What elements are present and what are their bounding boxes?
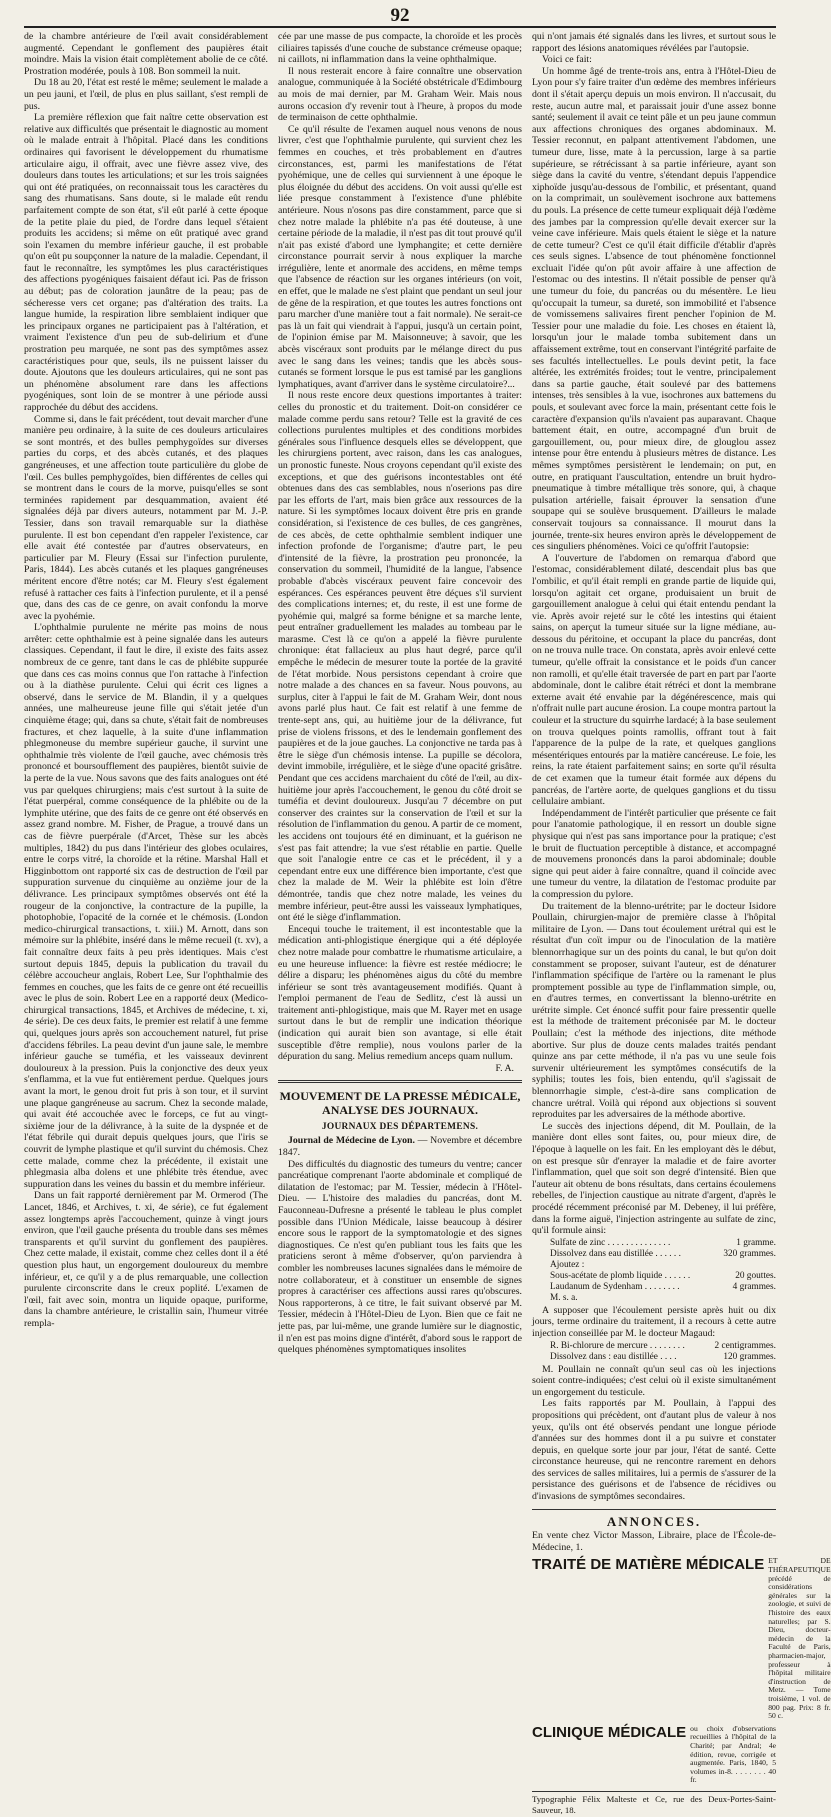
paragraph: Il nous reste encore deux questions importantes à traiter: celles du pronostic et du traitement. Doit-on considérer ce malade comme perdu sans retour? Telle est la gravité de ces collections purulentes multiples et des conditions morbides générales sous l'influence desquels elles se développent, que les chirurgiens portent, avec raison, dans les cas analogues, un pronostic funeste. Nous croyons cependant qu'il existe des exceptions, et que des guérisons incontestables ont été obtenues dans des cas semblables, nous n'oserions pas dire par les efforts de l'art, mais bien grâce aux ressources de la nature. Si les symptômes locaux doivent être pris en grande considération, si l'existence de ces bulles, de ces gangrènes, de ces abcès, de cette ophthalmie semblent indiquer une infection profonde de l'organisme; d'autre part, le peu d'intensité de la fièvre, la prostration peu prononcée, la conservation du sommeil, l'humidité de la langue, l'absence probable d'abcès viscéraux peuvent faire concevoir des espérances. Ces espérances peuvent être déçues s'il survient des complications internes; et, du reste, il est une forme de pyohémie qui, malgré sa forme bénigne et sa marche lente, peut entraîner graduellement les malades au tombeau par le marasme. C'est là ce qu'on a appelé la fièvre purulente chronique: état fallacieux au plus haut degré, parce qu'il empêche le médecin de mesurer toute la portée de la gravité de l'état morbide. Nous persistons cependant à croire que notre malade a des chances en sa faveur. Nous pouvons, au surplus, citer à l'appui le fait de M. Graham Weir, dont nous avons parlé plus haut. Ce fait est relatif à une femme de trente-sept ans, qui, au huitième jour de la délivrance, fut prise de violens frissons, et des le lendemain gonflement des paupières et de la joue gauches. La conjonctive ne tarda pas à être le siège d'un chémosis intense. La pupille se décolora, devint immobile, irrégulière, et le siège d'une opacité grisâtre. Pendant que ces accidens marchaient du côté de l'œil, au dix-huitième jour après l'accouchement, le genou du côté droit se tuméfia et devint douloureux. Jusqu'au 7 décembre on put conserver des craintes sur la conservation de l'œil et sur la résolution de l'inflammation du genou. A partir de ce moment, les accidens ont toujours été en diminuant, et la guérison ne s'est pas fait attendre; la vue s'est rétablie en partie. Quelle que soit l'analogie entre ce cas et le précédent, il y a cependant entre eux une différence bien importante, c'est que chez la malade de M. Weir la phlébite est loin d'être démontrée, tandis que chez notre malade, les veines du membre inférieur, peut-être aussi les vaisseaux lymphatiques, ont été le siège d'inflammation. (278, 390, 522, 924)
paragraph: A l'ouverture de l'abdomen on remarqua d'abord que l'estomac, considérablement dilaté, descendait plus bas que l'ombilic, et qu'il était rempli en grande partie de liquide qui, lorsqu'on agitait cet organe, produisaient un bruit de gargouillement analogue à celui qui était entendu pendant la vie. Après avoir rejeté sur le côté les intestins qui étaient sains, on aperçut la tumeur située sur la ligne médiane, au-dessous du péritoine, et occupant la place du pancréas, dont on ne trouva nulle trace. On constata, après avoir enlevé cette tumeur, qu'elle offrait la consistance et le poids d'un cancer non ramolli, et qu'elle était traversée de part en part par l'aorte abdominale, dont le calibre était rétréci et dont la membrane externe avait été envahie par la dégénérescence, mais qui n'offrait nulle part aucune érosion. La coupe montra partout la couleur et la structure du squirrhe lardacé; à la base seulement on trouva quelques points ramollis, offrant tout à fait l'apparence de la pulpe de la rate, et quelques ganglions mésentériques entourés par la matière cancéreuse. Le foie, les reins, la rate étaient parfaitement sains; en sorte qu'il résulta de cet examen que la tumeur était formée aux dépens du pancréas, de l'artère aorte, de quelques ganglions et du tissu cellulaire ambiant. (532, 552, 776, 808)
paragraph: Comme si, dans le fait précédent, tout devait marcher d'une manière peu ordinaire, à la suite de ces douleurs articulaires se sont montrés, et des bulles pemphygoïdes sur diverses parties du corps, et des abcès cutanés, et des plaques gangréneuses, et une affection toute particulière du globe de l'œil. Ces bulles pemphygoïdes, bien différentes de celles qui se montrent dans le cours de la morve, puisqu'elles se sont terminées rapidement par desquammation, avaient été signalées déjà par divers auteurs, notamment par M. J.-P. Tessier, dans son travail remarquable sur la diathèse purulente. Il est bon cependant d'en rappeler l'existence, car elle avait été contestée par d'autres observateurs, en particulier par M. Fleury (Essai sur l'infection purulente, Paris, 1844). Les abcès cutanés et les plaques gangréneuses méritent encore d'être notés; car M. Fleury s'est également refusé à rattacher ces faits à l'infection purulente, et il a pensé que, dans des cas de ce genre, on avait confondu la morve avec la pyohémie. (24, 413, 268, 622)
leader-dots: . . . . . . (662, 1270, 691, 1281)
leader-dots: . . . . . . (653, 1248, 681, 1259)
publisher-line: En vente chez Victor Masson, Libraire, place de l'École-de-Médecine, 1. (532, 1530, 776, 1553)
journal-date: — Novembre et décembre 1847. (278, 1135, 522, 1159)
paragraph: Du traitement de la blenno-urétrite; par le docteur Isidore Poullain, chirurgien-major de première classe à l'hôpital militaire de Lyon. — Dans tout écoulement urétral qui est le résultat d'un coït impur ou de l'inoculation de la matière blennorrhagique sur un des points du canal, le but qu'on doit constamment se proposer, suivant l'auteur, est de dénaturer l'inflammation spécifique de l'artère ou la ramenant le plus promptement possible au type de l'inflammation simple, ou, en d'autres termes, en convertissant la blenno-urétrite en urétrite simple. Cet énoncé suffit pour faire pressentir quelle est la méthode de traitement préconisée par M. le docteur Poullain; c'est la méthode des injections, dite méthode abortive. Sur plus de douze cents malades traités pendant quinze ans par cette méthode, il n'a pas vu une seule fois survenir ultérieurement les symptômes consécutifs de la syphilis; toutes les fois, bien entendu, qu'il s'agissait de blennorrhagie simple, c'est-à-dire sans complication de chancre urétral. Voilà qui répond aux objections si souvent reproduites par les adversaires de la méthode abortive. (532, 900, 776, 1121)
paragraph: L'ophthalmie purulente ne mérite pas moins de nous arrêter: cette ophthalmie est à peine signalée dans les auteurs classiques. Cependant, il faut le dire, il existe des faits assez nombreux de ce genre, tant dans le cas de phlébite suppurée que dans ces cas moins connus que l'on rattache à l'infection ou à la diathèse purulente. Celui qui écrit ces lignes a observé, dans le service de M. Blandin, il y a quelques années, une malheureuse jeune fille qui s'était jetée d'un cinquième étage; qui, dans sa chute, s'était fait de nombreuses fractures, et chez laquelle, à la suite d'une inflammation phlegmoneuse du membre supérieur gauche, il survint une ophthalmie très violente de l'œil gauche, avec chémosis très prononcé et boursoufflement des paupières, bientôt suivie de la perte de la vue. Nous savons que des faits analogues ont été vus par quelques chirurgiens; mais c'est surtout à la suite de l'état puerpéral, comme conséquence de la phlébite ou de la lymphite utérine, que des faits de ce genre ont été observés en assez grand nombre. M. Fisher, de Prague, a trouvé dans un cas de fièvre puerpérale (d'Arcet, Thèse sur les abcès multiples, 1842) du pus dans l'intérieur des globes oculaires, entre le corps vitré, la choroïde et la rétine. Marshal Hall et Higginbottom ont rapporté six cas de destruction de l'œil par suppuration survenue du cinquième au onzième jour de la délivrance. Les principaux symptômes observés ont été la rougeur de la conjonctive, la contracture de la pupille, la photophobie, l'opacité de la cornée et le chémosis. (London medico-chirurgical transactions, t. xiii.) M. Arnott, dans son mémoire sur la phlébite, inséré dans le même recueil (t. xv), a fait connaître deux faits à peu près identiques. Mais c'est surtout depuis 1845, depuis la publication du travail du célèbre accoucheur anglais, Robert Lee, Sur l'ophthalmie des femmes en couches, que les faits de ce genre ont été recueillis avec le plus de soin. Robert Lee en a rapporté deux (Medico-chirurgical transactions, 1845, et Archives de médecine, t. xi, 4e série). De ces deux faits, le premier est relatif à une femme qui, quelques jours après son accouchement naturel, fut prise d'accidens fébriles. La peau devint d'un jaune sale, le membre inférieur gauche se tuméfia, et les vaisseaux devinrent douloureux à la pression. Puis la conjonctive des deux yeux s'enflamma, et la vue fut entièrement perdue. Quelques jours avant la mort, le genou droit fut pris à son tour, et il survint une plaque gangréneuse au sacrum. Chez la seconde malade, qui avait été accouchée avec le forceps, ce fut au vingt-sixième jour de la délivrance, à la suite de la dyspnée et de l'état fébrile qui durait depuis quelques jours, que l'iris se couvrit de lymphe plastique et qu'il survint du chémosis. Chez cette malade, comme chez la précédente, il existait une phlegmasia alba dolens et une phlébite très étendue, avec suppuration dans les veines du bassin et du membre inférieur. (24, 622, 268, 1190)
paragraph: qui n'ont jamais été signalés dans les livres, et surtout sous le rapport des lésions anatomiques révélées par l'autopsie. (532, 31, 776, 54)
section-divider (278, 1080, 522, 1083)
paragraph: M. Poullain ne connaît qu'un seul cas où les injections soient contre-indiquées; c'est celui où il existe simultanément un engorgement du testicule. (532, 1363, 776, 1398)
formula-row (532, 1260, 776, 1271)
formula-row (532, 1293, 776, 1304)
paragraph: Ce qu'il résulte de l'examen auquel nous venons de nous livrer, c'est que l'ophthalmie purulente, qui survient chez les femmes en couches, et très probablement en d'autres circonstances, est, parmi les manifestations de l'état pyohémique, une de celles qui surviennent à une époque le plus éloignée du début des accidens. On voit aussi qu'elle est liée presque constamment à l'existence d'une phlébite antérieure. Nous n'osons pas dire constamment, parce que si chez notre malade la phlébite n'a pas été douteuse, à une certaine période de la maladie, il n'est pas dit tout prouvé qu'il n'ait pas existé d'abord une lymphangite; et cette dernière circonstance pourrait servir à nous expliquer la marche irrégulière, lente et anormale des accidens, en même temps que l'absence de réaction sur les organes intérieurs (on voit, en effet, que le malade ne s'est plaint que pendant un seul jour de gêne de la respiration, et que toutes les autres fonctions ont paru marcher d'une manière tout a fait normale). Ne serait-ce pas là un fait qui viendrait à l'appui, jusqu'à un certain point, de l'opinion émise par M. Maisonneuve; à savoir, que les abcès viscéraux sont produits par le mélange direct du pus avec le sang dans les veines; tandis que les abcès sous-cutanés se forment lorsque le pus est tamisé par les ganglions lymphatiques, avant d'arriver dans le système circulatoire?... (278, 123, 522, 390)
prescription-formula-2 (532, 1341, 776, 1363)
prescription-formula-1 (532, 1238, 776, 1304)
journal-title: Journal de Médecine de Lyon. (288, 1135, 415, 1147)
formula-row (532, 1352, 776, 1363)
quantity: 2 centigrammes. (714, 1340, 776, 1351)
paragraph: Un homme âgé de trente-trois ans, entra à l'Hôtel-Dieu de Lyon pour s'y faire traiter d'un œdème des membres inférieurs dont il s'était aperçu depuis un mois environ. Il n'accusait, du reste, aucun autre mal, et paraissait jouir d'une assez bonne santé; seulement il avait ce teint pâle et un peu jaune commun aux affections chroniques des organes abdominaux. M. Tessier reconnut, en palpant attentivement l'abdomen, une tumeur dure, lisse, mate à la percussion, large à sa partie supérieure, se rétrécissant à sa partie inférieure, ayant son siège dans la cavité du ventre, s'étendant depuis l'appendice xiphoïde jusqu'au-dessous de l'ombilic, et présentant, quand on la comprimait, un soulèvement isochrone aux battemens du pouls. La présence de cette tumeur expliquait déjà l'œdème des jambes par la compression qu'elle devait exercer sur la veine cave inférieure. Mais quels étaient le siège et la nature de cette tumeur? C'est ce qu'il était difficile d'établir d'après ces seuls signes. L'absence de tout phénomène fonctionnel excluait l'idée qu'on pût avoir affaire à une affection de l'estomac ou des intestins. Il n'était possible de penser qu'à une tumeur du foie, du pancréas ou du mésentère. Le lieu qu'occupait la tumeur, sa dureté, son immobilité et l'absence de vomissemens salivaires firent pencher l'opinion de M. Tessier pour une maladie du foie. Les choses en étaient là, lorsqu'un jour le malade tomba subitement dans un affaissement extrême, tout en conservant l'intégrité parfaite de ses facultés intellectuelles. Le pouls devint petit, la face altérée, les extrémités froides; tout le ventre, principalement dans sa partie gauche, était soulevé par des battemens intenses, très sensibles à la vue, isochrones aux battemens du pouls, et soulevant avec force la main, présentant cette fois le caractère d'expansion qu'ils n'avaient pas auparavant. Chaque battement était, en outre, accompagné d'un bruit de gargouillement, ou, pour mieux dire, de glouglou assez intense pour être entendu à plusieurs mètres de distance. Les mêmes symptômes persistèrent le lendemain; on put, en outre, en pratiquant l'auscultation, entendre un bruit hydro-pneumatique à timbre métallique très sonore, qui, à chaque pulsation artérielle, faisait éprouver la sensation d'une soupape qui se soulève brusquement. D'ailleurs le malade conservait toujours sa connaissance. Il mourut dans la journée, trente-six heures environ après le développement de ces singuliers phénomènes. Voici ce qu'offrit l'autopsie: (532, 65, 776, 553)
paragraph: Le succès des injections dépend, dit M. Poullain, de la manière dont elles sont faites, ou, pour mieux dire, de l'époque à laquelle on les fait. En les employant dès le début, on est presque sûr d'enrayer la maladie et de faire avorter l'inflammation, quel que soit son degré d'intensité. Bien que l'auteur ait obtenu de bons résultats, dans certains écoulemens rebelles, de l'injection caustique au nitrate d'argent, d'après le procédé récemment préconisé par M. Debeney, il lui préfère, dans la forme aiguë, l'injection astringente au sulfate de zinc, qu'il formule ainsi: (532, 1120, 776, 1237)
paragraph: Il nous resterait encore à faire connaître une observation analogue, communiquée à la Société obstétricale d'Edimbourg au mois de mai dernier, par M. Graham Weir. Mais nous aurons occasion d'y revenir tout à l'heure, à propos du mode de terminaison de cette ophthalmie. (278, 65, 522, 124)
formula-row (532, 1271, 776, 1282)
advertisement-title: CLINIQUE MÉDICALE (532, 1723, 687, 1741)
quantity: 120 grammes. (723, 1351, 776, 1362)
ingredient: Laudanum de Sydenham (550, 1281, 643, 1292)
printer-imprint: Typographie Félix Malteste et Ce, rue des Deux-Portes-Saint-Sauveur, 18. (532, 1793, 776, 1816)
column-1 (24, 31, 268, 1329)
formula-row (532, 1341, 776, 1352)
formula-row (532, 1238, 776, 1249)
top-rule (24, 26, 776, 28)
quantity: 20 gouttes. (735, 1270, 776, 1281)
ingredient: M. s. a. (550, 1292, 578, 1303)
paragraph: Du 18 au 20, l'état est resté le même; seulement le malade a un peu jauni, et l'œil, de plus en plus saillant, s'est rempli de pus. (24, 77, 268, 112)
advertisement-2 (532, 1725, 776, 1785)
announcements-heading: ANNONCES. (606, 1513, 702, 1529)
paragraph: A supposer que l'écoulement persiste après huit ou dix jours, terme ordinaire du traitement, il a recours à cette autre injection conseillée par M. le docteur Magaud: (532, 1304, 776, 1339)
leader-dots: . . . . (657, 1351, 677, 1362)
paragraph: La première réflexion que fait naître cette observation est relative aux difficultés que présentait le diagnostic au moment où le malade entrait à l'hôpital. Placé dans les conditions ordinaires qui favorisent le développement du rhumatisme articulaire aigu, il offrait, avec une fièvre assez vive, des douleurs dans toutes les articulations; et sur les trois saignées qui ont été pratiquées, on reconnaissait tous les caractères du sang des rhumatisans. Sans doute, si le malade eût rendu parfaitement compte de son état, s'il eût parlé à cette époque de la petite plaie du pied, de l'ordre dans lequel s'étaient produits les accidens; si même on eût pratiqué avec grand soin l'examen du membre inférieur gauche, il est probable qu'on eût pu soupçonner la nature de la maladie. Cependant, il faut le reconnaître, les symptômes les plus caractéristiques des affections pyogéniques faisaient défaut ici. Pas de frisson au début; pas de coloration jaunâtre de la peau; pas de sécheresse vers cet organe; pas d'altération des traits. La langue humide, la respiration libre semblaient indiquer que les principaux organes ne participaient pas à l'altération, et vraiment l'existence d'un peu de sub-delirium et d'une prostration peu marquée, ne sont pas des symptômes assez caractéristiques pour que, seuls, ils ne puissent laisser du doute. Ajoutons que les douleurs articulaires, qui ne sont pas un phénomène absolument rare dans les affections pyogéniques, sont loin de se montrer à une période aussi rapprochée du début des accidens. (24, 112, 268, 413)
ingredient: Dissolvez dans : eau distillée (550, 1351, 658, 1362)
paragraph: Dans un fait rapporté dernièrement par M. Ormerod (The Lancet, 1846, et Archives, t. xi, 4e série), ce fut également assez longtemps après l'accouchement, quinze à vingt jours environ, que l'œil gauche présenta du trouble dans ses mêmes transparents et qu'il survint du gonflement des paupières. Chez cette malade, il existait, comme chez celles dont il a été question plus haut, un engorgement douloureux du membre inférieur, et, ce qu'il y a de plus remarquable, une collection purulente circonscrite dans le creux poplité. L'examen de l'œil, fait avec soin, montra un liquide opaque, puriforme, dans la chambre antérieure, le cristallin sain, l'humeur vitrée rempla- (24, 1190, 268, 1329)
quantity: 4 grammes. (732, 1281, 776, 1292)
ingredient: Sous-acétate de plomb liquide (550, 1270, 663, 1281)
paragraph: Les faits rapportés par M. Poullain, à l'appui des propositions qui précèdent, ont d'autant plus de valeur à nos yeux, qu'ils ont été observés pendant une longue période d'années sur des hommes dont il a pu suivre et constater depuis, en quelque sorte jour par jour, l'état de santé. Cette circonstance heureuse, qui ne rencontre rarement en dehors des services de salles militaires, lui a permis de s'assurer de la persistance des guérisons et de l'absence de récidives ou d'invasions de symptômes secondaires. (532, 1398, 776, 1503)
ingredient: Dissolvez dans eau distillée (550, 1248, 654, 1259)
author-signature: F. A. (495, 1062, 514, 1074)
paragraph: Encequi touche le traitement, il est incontestable que la médication anti-phlogistique énergique qui a été déployée chez notre malade pour combattre le rhumatisme articulaire, a eu une heureuse influence: la fièvre est restée médiocre; le délire a disparu; les phénomènes aigus du côté du membre inférieur se sont très avantageusement modifiés. Quant à l'emploi permanent de l'eau de Sedlitz, c'est là aussi un traitement anti-phlogistique, mais que M. Rayer met en usage surtout dans le but de remplir une indication théorique (indication qui aurait bien son avantage, si elle était susceptible d'être remplie), nous voulons parler de la dépuration du sang. Melius remedium anceps quam nullum. (278, 923, 522, 1063)
paragraph: de la chambre antérieure de l'œil avait considérablement augmenté. Cependant le gonflement des paupières était moindre. Mais la vision était complètement abolie de ce côté. Prostration modérée, pouls à 108. Bon sommeil la nuit. (24, 31, 268, 77)
paragraph: Des difficultés du diagnostic des tumeurs du ventre; cancer pancréatique comprenant l'aorte abdominale et compliqué de dilatation de l'estomac; par M. Tessier, médecin à l'Hôtel-Dieu. — L'histoire des maladies du pancréas, dont M. Fauconneau-Dufresne a présenté le tableau le plus complet possible dans l'Union Médicale, laisse beaucoup à désirer encore sous le rapport de la symptomatologie et des signes diagnostiques. Ce n'est qu'en publiant tous les faits que les praticiens seront à même d'observer, qu'on parviendra à combler les nombreuses lacunes signalées dans le mémoire de notre collaborateur, et à constituer un ensemble de signes propres à caractériser ces affections aussi rares qu'obscures. Nous rapporterons, à ce titre, le fait suivant observé par M. Tessier, médecin à l'Hôtel-Dieu de Lyon. Bien que ce fait ne jette pas, par lui-même, une grande lumière sur le diagnostic, il n'en est pas moins digne d'intérêt, d'abord sous le rapport de quelques phénomènes symptomatiques insolites (278, 1158, 522, 1356)
formula-row (532, 1249, 776, 1260)
section-divider (532, 1791, 776, 1792)
paragraph: Indépendamment de l'intérêt particulier que présente ce fait pour l'anatomie pathologique, il en ressort un double signe physique qui n'est pas sans importance pour la pratique; c'est le bruit de fluctuation perceptible à distance, et accompagné de mouvemens prononcés dans la paroi abdominale; double signe qui peut aider à faire connaître, quand il coïncide avec une tumeur du ventre, la dilatation de l'estomac produite par la compression du pylore. (532, 807, 776, 900)
journal-reference (278, 1135, 522, 1158)
section-divider (532, 1509, 776, 1510)
advertisement-description: ou choix d'observations recueillies à l'hôpital de la Charité; par Andral; 4e édition, revue, corrigée et augmentée. Paris, 1840, 5 volumes in-8. . . . . . . . 40 fr. (690, 1723, 776, 1785)
quantity: 1 gramme. (736, 1237, 776, 1248)
section-subheading: JOURNAUX DES DÉPARTEMENS. (321, 1122, 479, 1133)
ingredient: R. Bi-chlorure de mercure (550, 1340, 648, 1351)
formula-row (532, 1282, 776, 1293)
leader-dots: . . . . . . . . (642, 1281, 680, 1292)
advertisement-description: ET DE THÉRAPEUTIQUE précédé de considérations générales sur la zoologie, et suivi de l'histoire des eaux naturelles; par S. Dieu, docteur-médecin de la Faculté de Paris, pharmacien-major, professeur à l'hôpital militaire d'instruction de Metz. — Tome troisième, 1 vol. de 800 pag. Prix: 8 fr. 50 c. (768, 1556, 831, 1721)
quantity: 320 grammes. (723, 1248, 776, 1259)
column-2 (278, 31, 522, 1356)
leader-dots: . . . . . . . . . . . . . . (605, 1237, 671, 1248)
paragraph: cée par une masse de pus compacte, la choroïde et les procès ciliaires tapissés d'une couche de substance crémeuse opaque; ni caillots, ni inflammation dans la veine ophthalmique. (278, 31, 522, 66)
column-3 (532, 31, 831, 1816)
advertisement-title: TRAITÉ DE MATIÈRE MÉDICALE (532, 1556, 765, 1574)
ingredient: Ajoutez : (550, 1259, 585, 1270)
leader-dots: . . . . . . . . (647, 1340, 685, 1351)
columns (24, 31, 831, 1816)
page-number: 92 (390, 5, 410, 26)
section-heading: MOUVEMENT DE LA PRESSE MÉDICALE, ANALYSE DES JOURNAUX. (279, 1089, 521, 1118)
ingredient: Sulfate de zinc (550, 1237, 606, 1248)
paragraph: Voici ce fait: (542, 54, 592, 66)
advertisement-1 (532, 1556, 831, 1721)
